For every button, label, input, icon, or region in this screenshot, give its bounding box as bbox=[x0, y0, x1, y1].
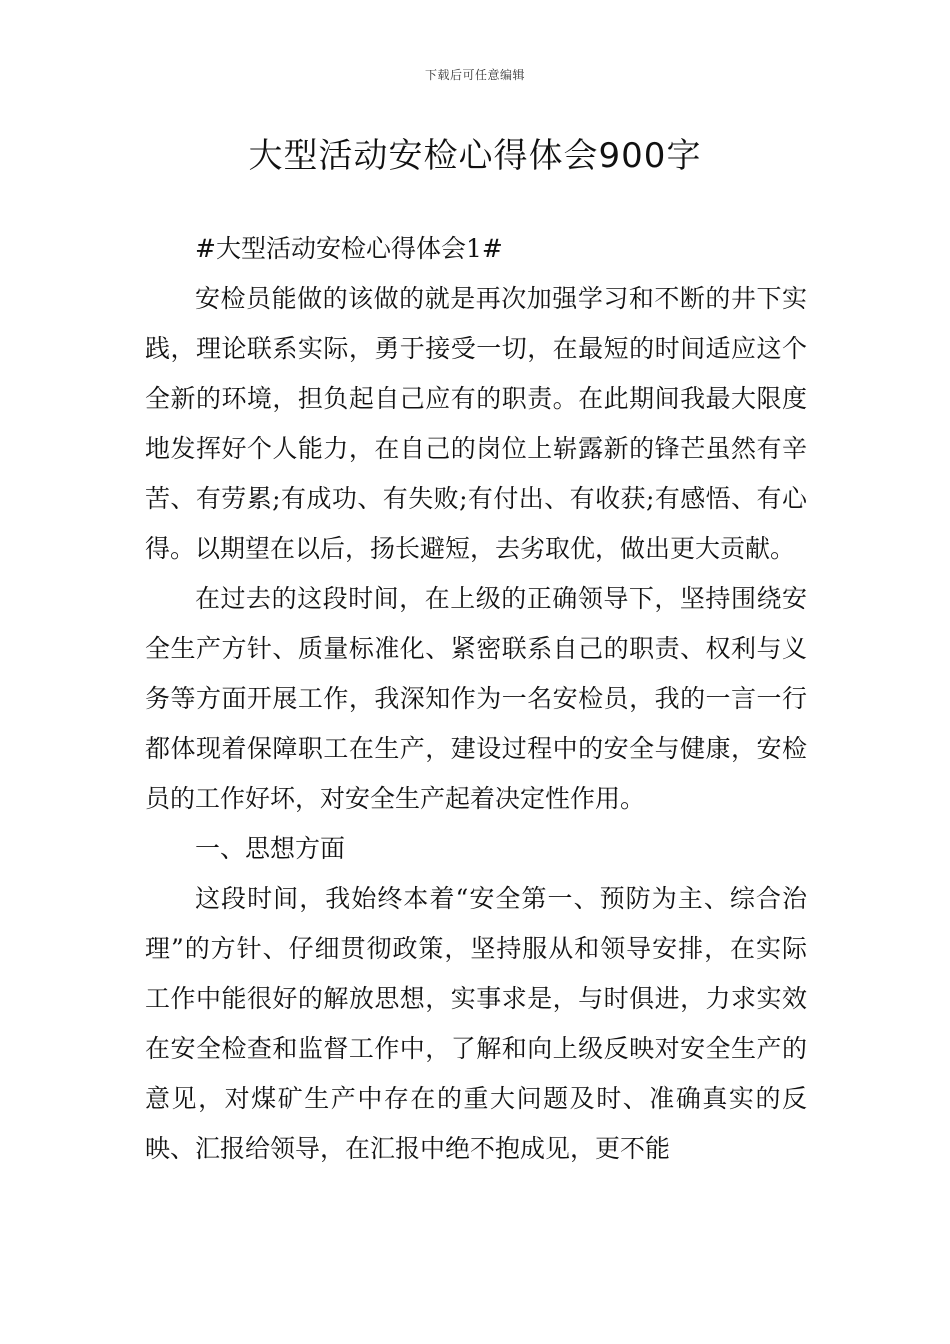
body-paragraph: 这段时间，我始终本着“安全第一、预防为主、综合治理”的方针、仔细贯彻政策，坚持服从和领导安排，在实际工作中能很好的解放思想，实事求是，与时俱进，力求实效在安全检查和监督工作中，了解和向上级反映对安全生产的意见，对煤矿生产中存在的重大问题及时、准确真实的反映、汇报给领导，在汇报中绝不抱成见，更不能 bbox=[145, 884, 807, 1163]
subsection-heading: 一、思想方面 bbox=[195, 834, 346, 863]
body-paragraph: 安检员能做的该做的就是再次加强学习和不断的井下实践，理论联系实际，勇于接受一切，在最短的时间适应这个全新的环境，担负起自己应有的职责。在此期间我最大限度地发挥好个人能力，在自己的岗位上崭露新的锋芒虽然有辛苦、有劳累;有成功、有失败;有付出、有收获;有感悟、有心得。以期望在以后，扬长避短，去劣取优，做出更大贡献。 bbox=[145, 284, 807, 563]
body-paragraph: 在过去的这段时间，在上级的正确领导下，坚持围绕安全生产方针、质量标准化、紧密联系自己的职责、权利与义务等方面开展工作，我深知作为一名安检员，我的一言一行都体现着保障职工在生产，建设过程中的安全与健康，安检员的工作好坏，对安全生产起着决定性作用。 bbox=[145, 584, 807, 813]
header-note: 下载后可任意编辑 bbox=[424, 68, 525, 82]
document-body bbox=[145, 224, 807, 1174]
document-title: 大型活动安检心得体会900字 bbox=[248, 136, 702, 176]
section-heading-1: #大型活动安检心得体会1# bbox=[195, 234, 503, 263]
